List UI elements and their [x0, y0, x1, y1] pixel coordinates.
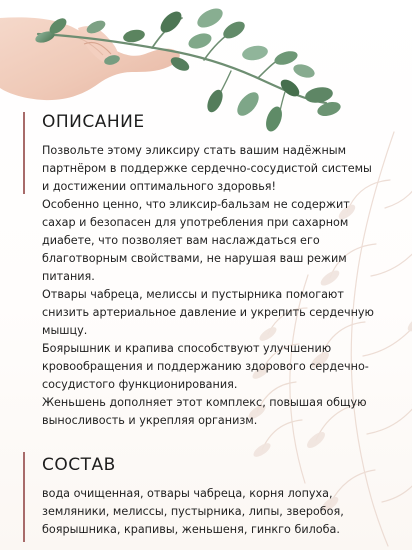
description-paragraph-3: Отвары чабреца, мелиссы и пустырника помогают снизить артериальное давление и укрепить сердечную мышцу. [42, 288, 374, 337]
description-paragraph-1: Позвольте этому эликсиру стать вашим надёжным партнёром в поддержке сердечно-сосудистой системы и достижении оптимального здоровья! [42, 144, 372, 193]
description-section [42, 112, 382, 430]
composition-text: вода очищенная, отвары чабреца, корня лопуха, земляники, мелиссы, пустырника, липы, зверобоя, боярышника, крапивы, женьшеня, гинкго билоба. [42, 487, 344, 536]
description-paragraph-2: Особенно ценно, что эликсир-бальзам не содержит сахар и безопасен для употребления при сахарном диабете, что позволяет вам наслаждаться его благотворным свойствами, не нарушая ваш режим питания. [42, 198, 350, 283]
description-accent-rule [23, 112, 25, 194]
description-paragraph-5: Женьшень дополняет этот комплекс, повышая общую выносливость и укрепляя организм. [42, 396, 367, 427]
composition-title: СОСТАВ [42, 455, 116, 475]
description-paragraph-4: Боярышник и крапива способствуют улучшению кровообращения и поддержанию здорового сердечно-сосудистого функционирования. [42, 342, 369, 391]
composition-accent-rule [23, 452, 25, 542]
description-title: ОПИСАНИЕ [42, 112, 145, 132]
composition-section [42, 455, 382, 539]
